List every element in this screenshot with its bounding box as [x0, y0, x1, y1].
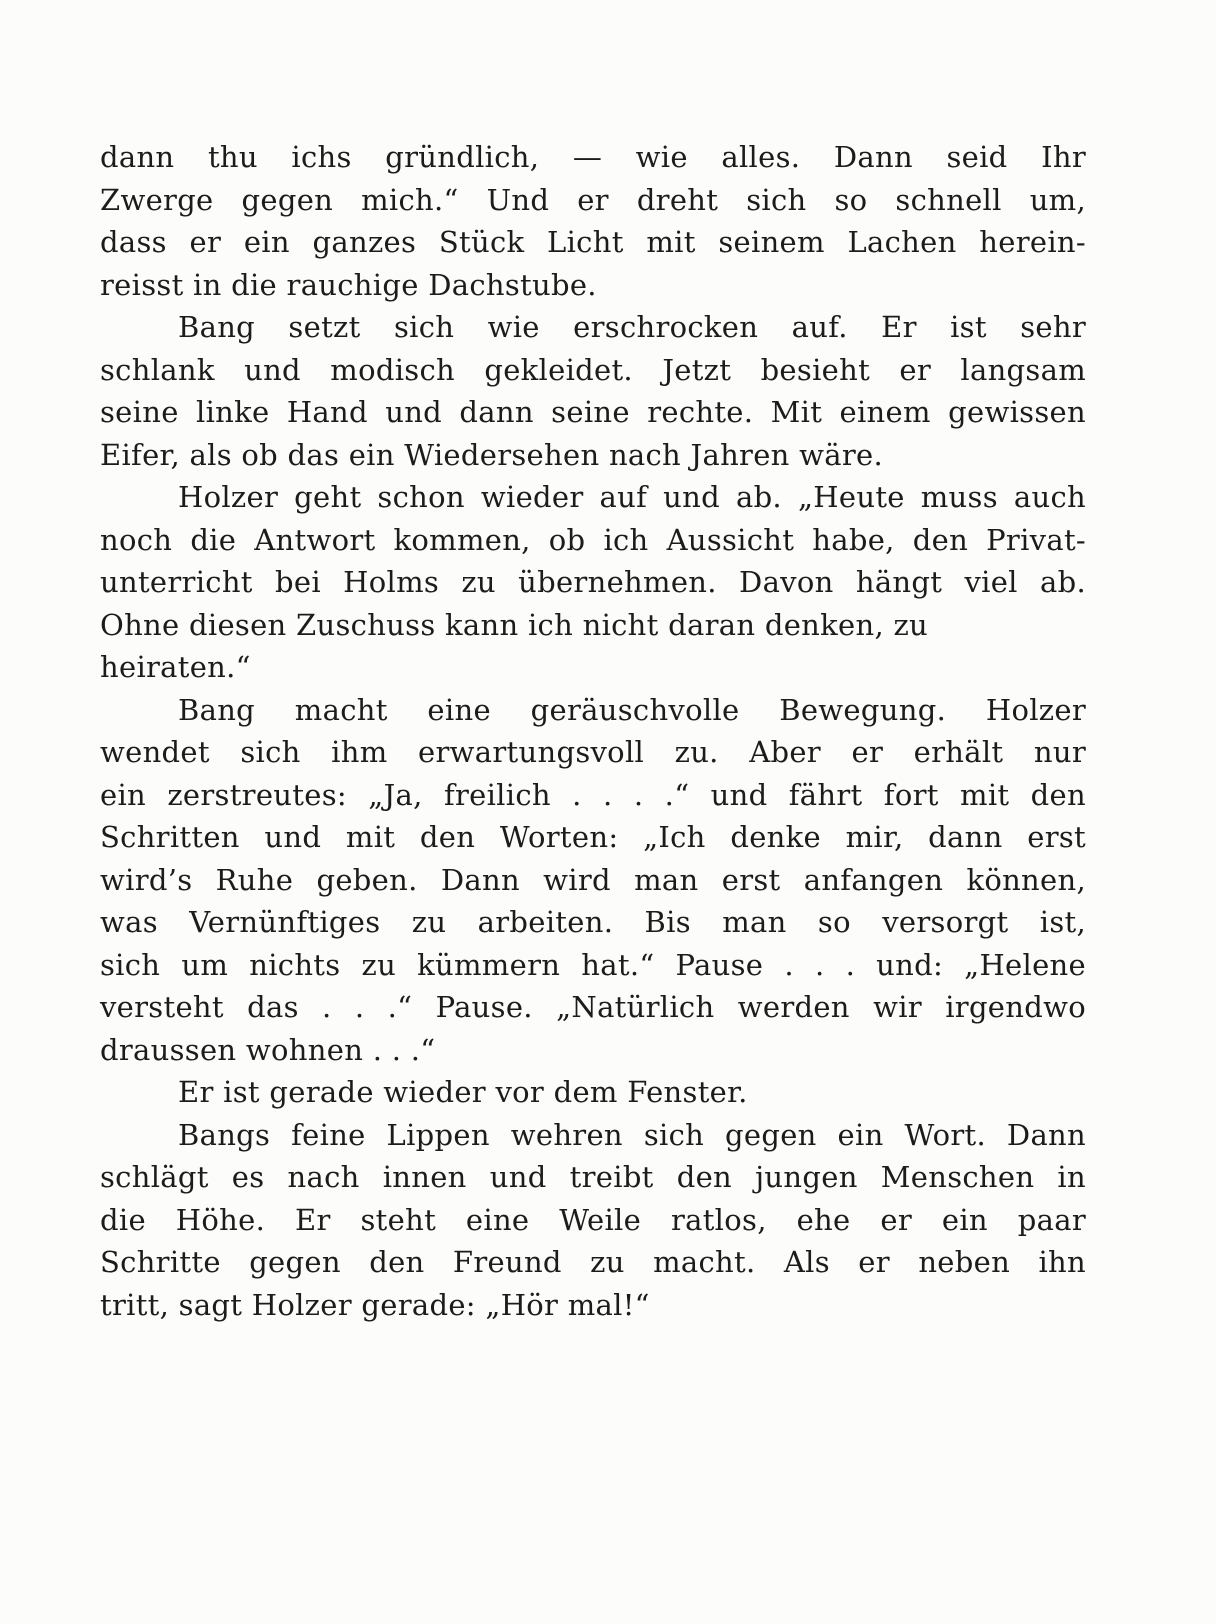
- text-line: ein zerstreutes: „Ja, freilich . . . .“ und fährt fort mit den: [100, 777, 1086, 812]
- text-line: Bang setzt sich wie erschrocken auf. Er ist sehr: [178, 310, 1086, 344]
- text-line: Holzer geht schon wieder auf und ab. „Heute muss auch: [178, 480, 1086, 514]
- paragraph: [100, 136, 1086, 306]
- paragraph: [100, 306, 1086, 476]
- text-line: schlank und modisch gekleidet. Jetzt besieht er langsam: [100, 352, 1086, 387]
- text-line: schlägt es nach innen und treibt den jungen Menschen in: [100, 1160, 1086, 1194]
- text-line: wird’s Ruhe geben. Dann wird man erst anfangen können,: [100, 862, 1086, 897]
- paragraph: [100, 689, 1086, 1072]
- text-line: Eifer, als ob das ein Wiedersehen nach Jahren wäre.: [100, 437, 884, 472]
- text-line: die Höhe. Er steht eine Weile ratlos, ehe er ein paar: [100, 1202, 1086, 1237]
- text-line: versteht das . . .“ Pause. „Natürlich werden wir irgendwo: [100, 990, 1086, 1024]
- text-line: unterricht bei Holms zu übernehmen. Davon hängt viel ab.: [100, 565, 1086, 599]
- paragraph: [100, 476, 1086, 689]
- text-line: wendet sich ihm erwartungsvoll zu. Aber er erhält nur: [100, 735, 1086, 769]
- text-line: Schritte gegen den Freund zu macht. Als er neben ihn: [100, 1245, 1086, 1279]
- text-block: [100, 136, 1086, 1326]
- text-line: reisst in die rauchige Dachstube.: [100, 267, 597, 302]
- text-line: Zwerge gegen mich.“ Und er dreht sich so schnell um,: [100, 182, 1086, 217]
- text-line: dann thu ichs gründlich, — wie alles. Dann seid Ihr: [100, 140, 1086, 174]
- text-line: draussen wohnen . . .“: [100, 1032, 436, 1067]
- text-line: dass er ein ganzes Stück Licht mit seinem Lachen herein-: [100, 225, 1086, 259]
- text-line: tritt, sagt Holzer gerade: „Hör mal!“: [100, 1287, 650, 1322]
- text-line: seine linke Hand und dann seine rechte. Mit einem gewissen: [100, 395, 1086, 429]
- text-line: Schritten und mit den Worten: „Ich denke mir, dann erst: [100, 820, 1086, 854]
- paragraph: [100, 1071, 1086, 1114]
- text-line: sich um nichts zu kümmern hat.“ Pause . . . und: „Helene: [100, 947, 1086, 982]
- text-line: Ohne diesen Zuschuss kann ich nicht daran denken, zu heiraten.“: [100, 607, 929, 684]
- text-line: Er ist gerade wieder vor dem Fenster.: [178, 1075, 748, 1109]
- text-line: Bang macht eine geräuschvolle Bewegung. Holzer: [178, 692, 1086, 727]
- text-line: was Vernünftiges zu arbeiten. Bis man so versorgt ist,: [100, 905, 1086, 939]
- text-line: Bangs feine Lippen wehren sich gegen ein Wort. Dann: [178, 1117, 1086, 1152]
- paragraph: [100, 1114, 1086, 1327]
- text-line: noch die Antwort kommen, ob ich Aussicht habe, den Privat-: [100, 522, 1086, 557]
